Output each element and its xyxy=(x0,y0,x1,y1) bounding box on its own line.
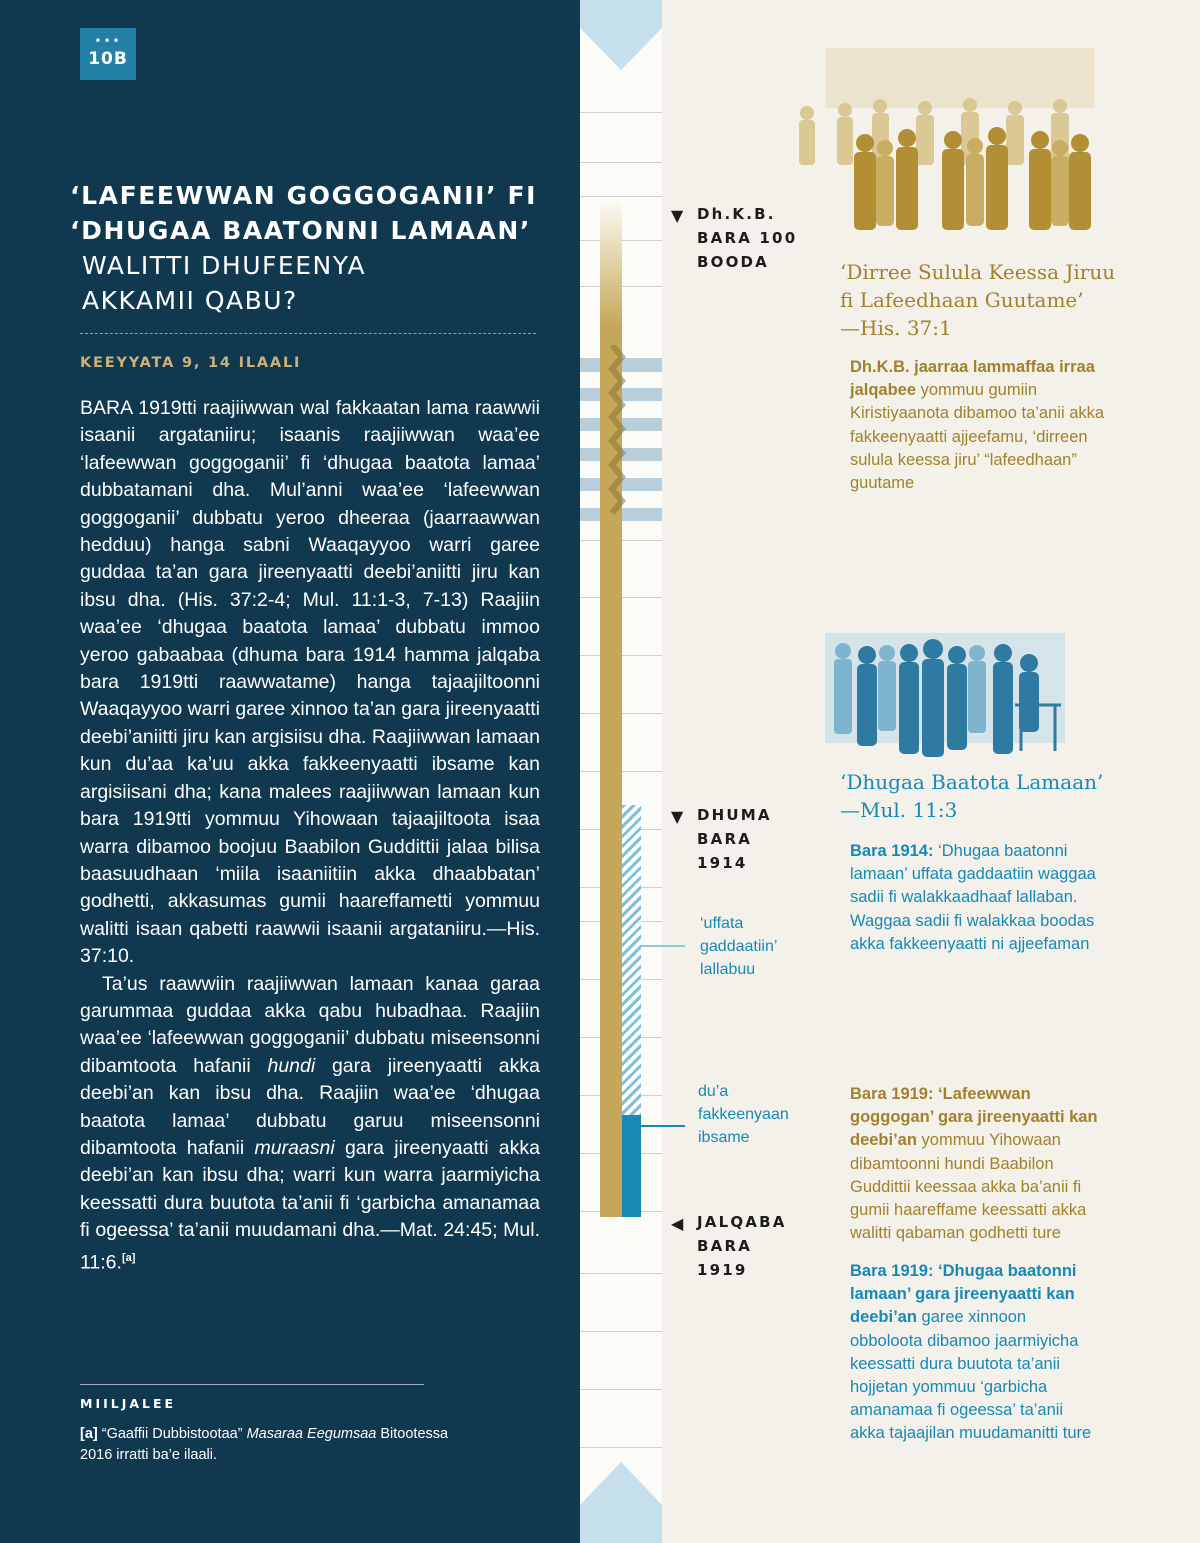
sackcloth-annotation: ‘uffata gaddaatiin’ lallabuu xyxy=(700,915,778,978)
witnesses-1919-description: Bara 1919: ‘Dhugaa baatonni lamaan’ gara jireenyaatti kan deebi’an garee xinnoon obboloota dibamoo jaarmiyicha keessatti dura buutota ta’anii hojjetan yommuu ‘garbicha amanamaa fi ogeessa’ ta’anii akka tajaajilan muudamanitti ture xyxy=(850,1262,1092,1443)
witnesses-dead-bar xyxy=(622,1115,641,1217)
timeline-tick xyxy=(580,1389,662,1390)
crowd-illustration xyxy=(785,48,1115,233)
article-panel xyxy=(0,0,580,1543)
title-line-3: WALITTI DHUFEENYA xyxy=(82,251,367,280)
article-body xyxy=(80,395,540,1277)
top-chevron-icon xyxy=(580,0,662,70)
timeline-tick xyxy=(580,112,662,113)
timeline-tick xyxy=(580,162,662,163)
down-arrow-icon: ▼ xyxy=(671,206,684,225)
sackcloth-period-bar xyxy=(622,805,641,1115)
title-line-4: AKKAMII QABU? xyxy=(82,286,298,315)
timeline-tick xyxy=(580,1447,662,1448)
marker-end-1914: ▼ DHUMA BARA 1914 xyxy=(671,806,772,872)
title-line-1: ‘LAFEEWWAN GOGGOGANII’ FI xyxy=(70,181,538,210)
witnesses-illustration xyxy=(825,633,1065,763)
title-divider xyxy=(80,333,536,334)
article-title xyxy=(70,178,540,318)
footnote-link[interactable]: [a] xyxy=(121,1251,136,1264)
death-leader-line xyxy=(641,1125,685,1127)
marker-start-1919: ◀ JALQABA BARA 1919 xyxy=(671,1213,787,1279)
left-arrow-icon: ◀ xyxy=(671,1214,684,1233)
footnote-text: [a] “Gaaffii Dubbistootaa” Masaraa Eegumsaa Bitootessa 2016 irratti ba’e ilaali. xyxy=(80,1426,449,1463)
two-witnesses-description: Bara 1914: ‘Dhugaa baatonni lamaan’ uffata gaddaatiin waggaa sadii fi walakkaadhaaf lallaban. Waggaa sadii fi walakkaa boodas akka fakkeenyaatti ni ajjeefaman xyxy=(850,842,1096,953)
page-tag xyxy=(80,28,136,80)
title-line-2: ‘DHUGAA BAATONNI LAMAAN’ xyxy=(70,216,532,245)
bones-1919-description: Bara 1919: ‘Lafeewwan goggogan’ gara jireenyaatti kan deebi’an yommuu Yihowaan dibamtoonni hundi Baabilon Guddittii keessaa akka ba’anii fi gumii haareffame keessatti akka walitti qabaman godhetti ture xyxy=(850,1085,1098,1243)
page-number: 10B xyxy=(88,49,128,69)
zigzag-gold-icon xyxy=(598,345,626,525)
timeline-tick xyxy=(580,196,662,197)
dots-icon: ••• xyxy=(94,34,122,48)
death-annotation: du’a fakkeenyaan ibsame xyxy=(698,1083,789,1146)
bones-period-fade xyxy=(600,200,622,325)
dry-bones-description: Dh.K.B. jaarraa lammaffaa irraa jalqabee yommuu gumiin Kiristiyaanota dibamoo ta’anii akka fakkeenyaatti ajjeefamu, ‘dirreen sulula keessa jiru’ “lafeedhaan” guutame xyxy=(850,358,1105,493)
body-paragraph-2: Ta’us raawwiin raajiiwwan lamaan kanaa garaa garummaa guddaa akka qabu hubadhaa. Raajiin waa’ee ‘lafeewwan goggoganii’ dubbatu miseensonni dibamtoota hafanii hundi gara jireenyaatti akka deebi’an kan ibsu dha. Raajiin waa’ee ‘dhugaa baatota lamaa’ dubbatu garuu miseensonni dibamtoota hafanii muraasni gara jireenyaatti akka deebi’an kan ibsu dha; warri kun warra jaarmiyicha keessatti dura buutota ta’anii fi ‘garbicha amanamaa fi ogeessa’ ta’anii muudamani dha.—Mat. 24:45; Mul. 11:6.[a] xyxy=(80,972,541,1274)
marker-100-ce: ▼ Dh.K.B. BARA 100 BOODA xyxy=(671,205,798,271)
body-paragraph-1: BARA 1919tti raajiiwwan wal fakkaatan lama raawwii isaanii argataniiru; isaanis raajiiwwan waa’ee ‘lafeewwan goggoganii’ fi ‘dhugaa baatota lamaa’ dubbatamani dha. Mul’anni waa’ee ‘lafeewwan goggoganii’ dubbatu yeroo dheeraa (jaarraawwan hedduu) hanga sabni Waaqayyoo warri garee guddaa ta’an gara jireenyaatti deebi’aniitti jiru kan ibsu dha. (His. 37:2-4; Mul. 11:1-3, 7-13) Raajiin waa’ee ‘dhugaa baatota lamaa’ dubbatu immoo yeroo gabaabaa (dhuma bara 1914 hamma jalqaba bara 1919tti raawwatame) hanga tajaajiltoonni Waaqayyoo warri garee xinnoo ta’an gara jireenyaatti deebi’aniitti jiru kan argisiisu dha. Raajiiwwan lamaan kun du’aa ka’uu akka fakkeenyaatti ibsame kan argisiisani dha; kana malees raajiiwwan lamaan kun bara 1919tti yommuu Yihowaan tajaajiltoota isaa warra dibamoo boojuu Baabilon Guddittii jalaa bilisa baasuudhaan ‘miila isaaniitiin akka dhaabbatan’ godhetti, akkasumas gumii haareffametti yommuu walitti isaan qabetti raawwii isaanii argataniiru.—His. 37:10. xyxy=(80,397,540,968)
footnote-divider xyxy=(80,1384,424,1385)
timeline-tick xyxy=(580,1273,662,1274)
dry-bones-heading: ‘Dirree Sulula Keessa Jiruu fi Lafeedhaan Guutame’ —His. 37:1 xyxy=(840,260,1116,340)
sackcloth-leader-line xyxy=(641,945,685,947)
two-witnesses-heading: ‘Dhugaa Baatota Lamaan’ —Mul. 11:3 xyxy=(840,770,1104,822)
paragraph-references: KEEYYATA 9, 14 ILAALI xyxy=(80,355,302,371)
timeline-tick xyxy=(580,1331,662,1332)
down-arrow-icon: ▼ xyxy=(671,807,684,826)
footnote-heading: MIILJALEE xyxy=(80,1396,177,1411)
bottom-chevron-icon xyxy=(580,1462,662,1543)
